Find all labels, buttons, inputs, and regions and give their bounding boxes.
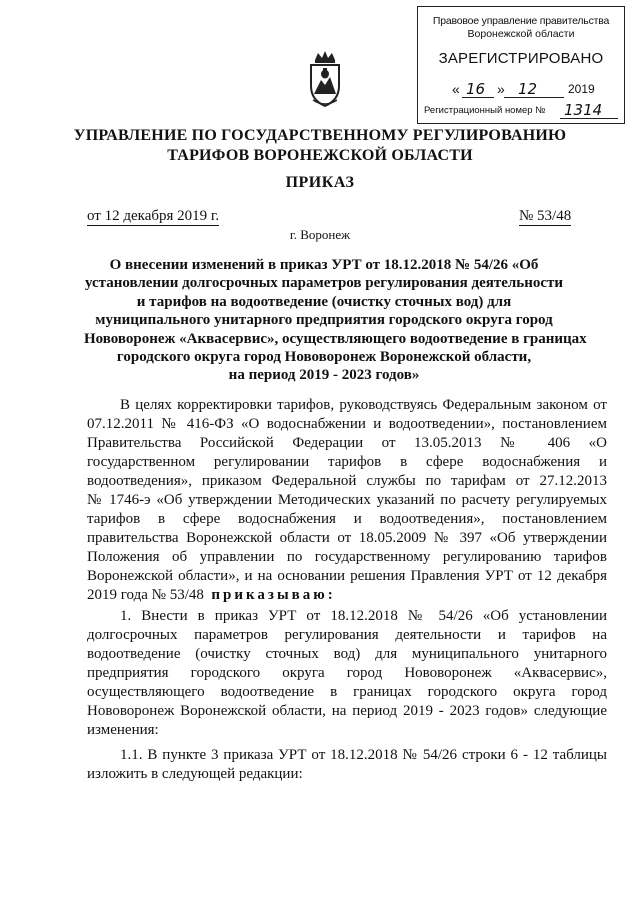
item-1-line: долгосрочных параметров регулирования деятельности и тарифов на xyxy=(87,627,607,643)
subject-line: О внесении изменений в приказ УРТ от 18.12.2018 № 54/26 «Об xyxy=(109,257,539,273)
subject-line: Нововоронеж «Аквасервис», осуществляющего водоотведение в границах xyxy=(84,330,587,347)
subject-line: установлении долгосрочных параметров регулирования деятельности xyxy=(84,275,564,292)
item-1-line: водоотведение (очистку сточных вод) для муниципального унитарного xyxy=(87,646,607,662)
order-date: от 12 декабря 2019 г. xyxy=(87,208,220,224)
preamble-line: 07.12.2011 № 416-ФЗ «О водоснабжении и водоотведении», постановлением xyxy=(87,416,607,432)
stamp-authority-line2: Воронежской области xyxy=(467,28,575,40)
subject-line: городского округа город Нововоронеж Воронежской области, xyxy=(116,349,532,366)
item-1-line: изменения: xyxy=(87,722,159,738)
stamp-authority-line1: Правовое управление правительства xyxy=(432,15,610,27)
stamp-reg-number-label: Регистрационный номер № xyxy=(424,105,546,116)
order-keyword: приказываю: xyxy=(211,587,336,603)
stamp-date-year: 2019 xyxy=(568,82,595,96)
coat-of-arms-icon xyxy=(304,50,346,110)
organization-name xyxy=(0,126,640,166)
stamp-status: ЗАРЕГИСТРИРОВАНО xyxy=(438,50,604,67)
preamble-line: тарифов в сфере водоснабжения и водоотведения», постановлением xyxy=(87,511,607,527)
order-city: г. Воронеж xyxy=(289,227,351,242)
preamble-line: Положения об управлении по государственному регулированию тарифов xyxy=(87,549,607,565)
subject-line: муниципального унитарного предприятия городского округа город xyxy=(95,312,553,329)
item-1-line: 1. Внести в приказ УРТ от 18.12.2018 № 54/26 «Об установлении xyxy=(120,608,607,624)
item-1-line: осуществляющего водоотведение в границах городского округа город xyxy=(87,684,607,700)
preamble-line: водоотведения», приказом Федеральной службы по тарифам от 27.12.2013 xyxy=(87,473,607,489)
item-1-paragraph xyxy=(87,607,607,740)
organization-name-line1: УПРАВЛЕНИЕ ПО ГОСУДАРСТВЕННОМУ РЕГУЛИРОВАНИЮ xyxy=(73,127,567,144)
registration-stamp xyxy=(417,6,625,124)
stamp-date-month: 12 xyxy=(518,80,538,98)
preamble-end: 2019 года № 53/48 xyxy=(87,587,204,603)
subject-line: на период 2019 - 2023 годов» xyxy=(228,367,420,384)
item-1-1-line: изложить в следующей редакции: xyxy=(87,766,303,782)
document-type: ПРИКАЗ xyxy=(285,174,355,191)
item-1-1-line: 1.1. В пункте 3 приказа УРТ от 18.12.2018 № 54/26 строки 6 - 12 таблицы xyxy=(120,747,607,763)
stamp-date-day: 16 xyxy=(466,80,486,98)
stamp-reg-number: 1314 xyxy=(564,101,603,119)
preamble-line: № 1746-э «Об утверждении Методических указаний по расчету регулируемых xyxy=(87,492,607,508)
preamble-line-last xyxy=(87,586,607,605)
preamble-paragraph xyxy=(87,396,607,605)
stamp-date: « 16 » 12 2019 xyxy=(452,80,595,98)
order-number: № 53/48 xyxy=(519,208,572,224)
preamble-line: В целях корректировки тарифов, руководствуясь Федеральным законом от xyxy=(120,397,607,413)
preamble-line: государственном регулировании тарифов в сфере водоснабжения и xyxy=(87,454,607,470)
preamble-line: Правительства Российской Федерации от 13.05.2013 № 406 «О xyxy=(87,435,607,451)
item-1-line: предприятия городского округа город Нововоронеж «Аквасервис», xyxy=(87,665,607,681)
preamble-line: Воронежской области», и на основании решения Правления УРТ от 12 декабря xyxy=(87,568,607,584)
item-1-1-paragraph xyxy=(87,746,607,784)
organization-name-line2: ТАРИФОВ ВОРОНЕЖСКОЙ ОБЛАСТИ xyxy=(167,147,473,164)
preamble-line: правительства Воронежской области от 18.05.2009 № 397 «Об утверждении xyxy=(87,530,607,546)
subject-line: и тарифов на водоотведение (очистку сточных вод) для xyxy=(136,293,512,310)
item-1-line: Нововоронеж Воронежской области, на период 2019 - 2023 годов» следующие xyxy=(87,703,607,719)
order-subject xyxy=(84,256,587,385)
